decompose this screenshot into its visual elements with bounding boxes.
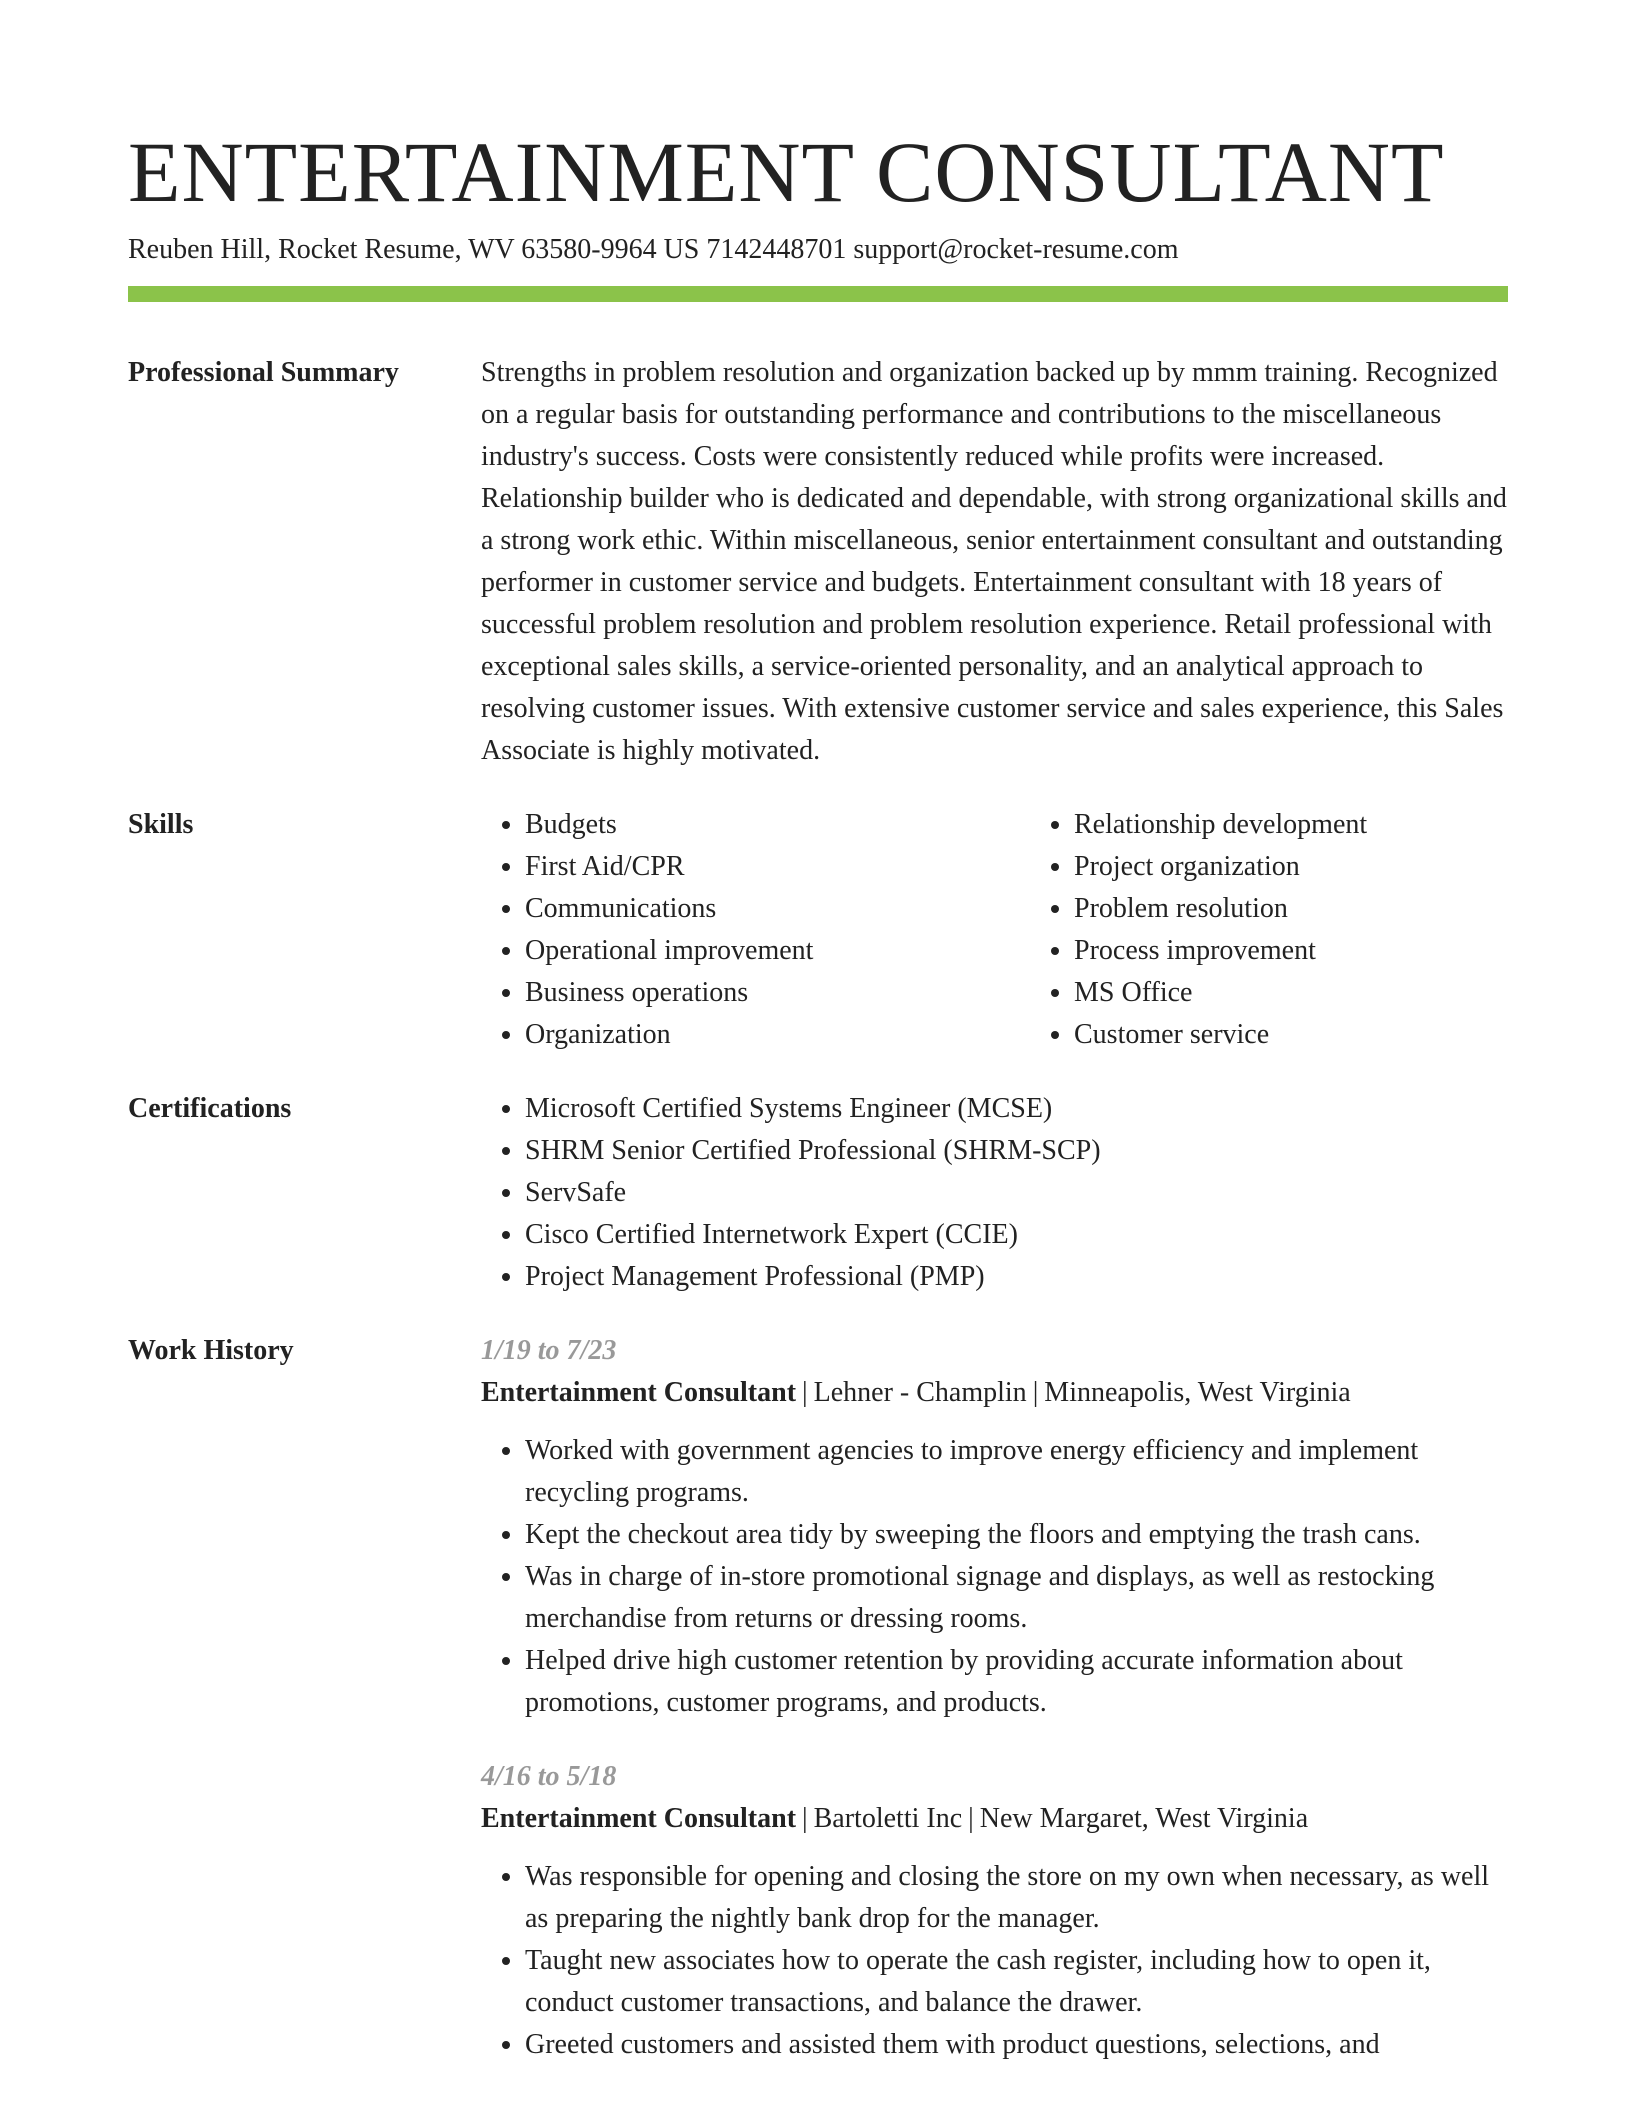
skills-list-right [1030, 804, 1579, 1056]
skill-item: • Business operations [525, 972, 1030, 1014]
contact-address: Rocket Resume, WV 63580-9964 US [278, 234, 700, 265]
job-entry [481, 1756, 1508, 2066]
job-title: Entertainment Consultant [481, 1377, 797, 1408]
job-separator: | [1032, 1377, 1039, 1408]
skill-item: • Communications [525, 888, 1030, 930]
skills-columns [481, 804, 1579, 1056]
resume-title: ENTERTAINMENT CONSULTANT [128, 124, 1445, 220]
certification-item: • Microsoft Certified Systems Engineer (MCSE) [525, 1088, 1508, 1130]
job-dates: 1/19 to 7/23 [481, 1335, 617, 1366]
section-summary [128, 352, 1508, 772]
skill-item: • Problem resolution [1074, 888, 1579, 930]
certification-item: • Project Management Professional (PMP) [525, 1256, 1508, 1298]
job-heading [481, 1372, 1508, 1414]
job-bullet: • Taught new associates how to operate the cash register, including how to open it, conduct customer transactions, and balance the drawer. [525, 1940, 1508, 2024]
skill-item: • MS Office [1074, 972, 1579, 1014]
job-company: Lehner - Champlin [813, 1377, 1027, 1408]
skill-item: • Project organization [1074, 846, 1579, 888]
contact-line [128, 230, 1508, 270]
job-heading [481, 1798, 1508, 1840]
job-bullets [481, 1430, 1508, 1724]
skill-item: • Organization [525, 1014, 1030, 1056]
section-label-summary: Professional Summary [128, 357, 399, 388]
job-location: Minneapolis, West Virginia [1044, 1377, 1351, 1408]
job-separator: | [802, 1803, 808, 1834]
job-title: Entertainment Consultant [481, 1803, 797, 1834]
job-separator: | [968, 1803, 974, 1834]
contact-name: Reuben Hill, [128, 234, 272, 265]
section-label-certifications: Certifications [128, 1093, 292, 1124]
skills-list-left [481, 804, 1030, 1056]
certification-item: • Cisco Certified Internetwork Expert (CCIE) [525, 1214, 1508, 1256]
job-location: New Margaret, West Virginia [979, 1803, 1309, 1834]
skill-item: • First Aid/CPR [525, 846, 1030, 888]
job-bullet: • Helped drive high customer retention by providing accurate information about promotions, customer programs, and products. [525, 1640, 1508, 1724]
skill-item: • Operational improvement [525, 930, 1030, 972]
skill-item: • Process improvement [1074, 930, 1579, 972]
certification-item: • ServSafe [525, 1172, 1508, 1214]
job-bullets [481, 1856, 1508, 2066]
job-separator: | [802, 1377, 808, 1408]
contact-phone: 7142448701 [706, 234, 847, 265]
job-bullet: • Was responsible for opening and closing the store on my own when necessary, as well as preparing the nightly bank drop for the manager. [525, 1856, 1508, 1940]
skill-item: • Relationship development [1074, 804, 1579, 846]
job-bullet: • Greeted customers and assisted them with product questions, selections, and [525, 2024, 1508, 2066]
job-company: Bartoletti Inc [813, 1803, 963, 1834]
skill-item: • Budgets [525, 804, 1030, 846]
job-bullet: • Worked with government agencies to improve energy efficiency and implement recycling programs. [525, 1430, 1508, 1514]
certification-item: • SHRM Senior Certified Professional (SHRM-SCP) [525, 1130, 1508, 1172]
certifications-content [481, 1088, 1508, 1298]
section-work-history [128, 1330, 1508, 2066]
job-bullet: • Kept the checkout area tidy by sweeping the floors and emptying the trash cans. [525, 1514, 1508, 1556]
section-label-skills: Skills [128, 809, 194, 840]
contact-email: support@rocket-resume.com [853, 234, 1179, 265]
certifications-list [481, 1088, 1508, 1298]
skill-item: • Customer service [1074, 1014, 1579, 1056]
work-history-content [481, 1330, 1508, 2066]
section-label-work-history: Work History [128, 1335, 294, 1366]
resume-page [128, 122, 1508, 2066]
summary-text: Strengths in problem resolution and organization backed up by mmm training. Recognized on a regular basis for outstanding performance and contributions to the miscellaneous industry's success. Costs were consistently reduced while profits were increased. Relationship builder who is dedicated and dependable, with strong organizational skills and a strong work ethic. Within miscellaneous, senior entertainment consultant and outstanding performer in customer service and budgets. Entertainment consultant with 18 years of successful problem resolution and problem resolution experience. Retail professional with exceptional sales skills, a service-oriented personality, and an analytical approach to resolving customer issues. With extensive customer service and sales experience, this Sales Associate is highly motivated. [481, 357, 1507, 766]
job-entry [481, 1330, 1508, 1724]
section-certifications [128, 1088, 1508, 1298]
section-skills [128, 804, 1508, 1056]
job-dates: 4/16 to 5/18 [481, 1761, 617, 1792]
job-bullet: • Was in charge of in-store promotional signage and displays, as well as restocking merchandise from returns or dressing rooms. [525, 1556, 1508, 1640]
header-accent-rule [128, 286, 1508, 302]
